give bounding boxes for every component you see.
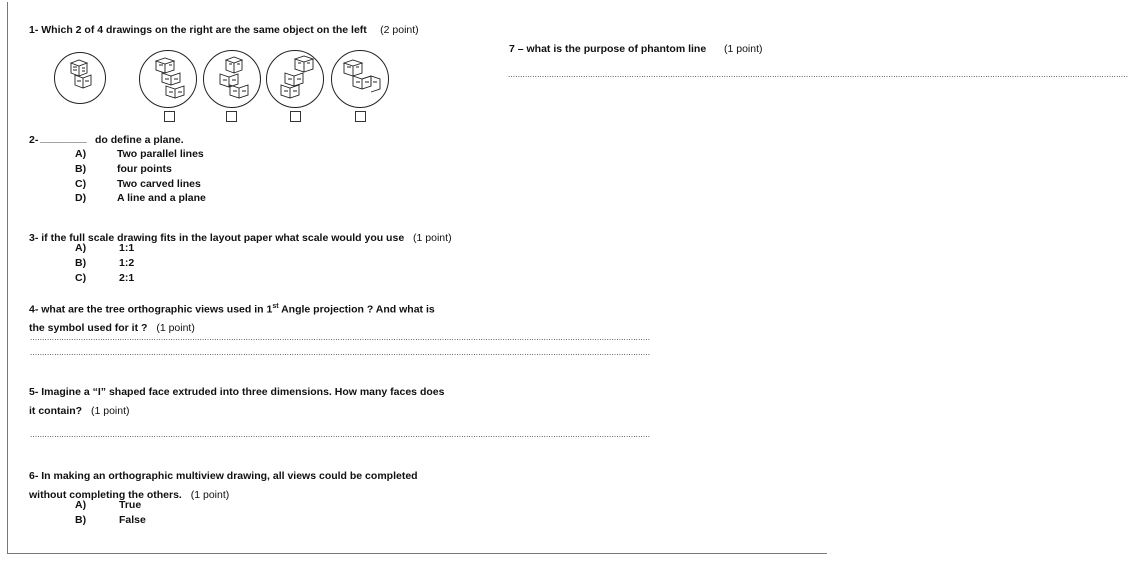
question-6-points: (1 point): [190, 489, 230, 501]
q2-option-a-letter: A): [75, 148, 87, 160]
q2-option-d-text: A line and a plane: [117, 192, 206, 204]
question-1-text: 1- Which 2 of 4 drawings on the right are the same object on the left: [29, 24, 367, 36]
q2-option-a-text: Two parallel lines: [117, 148, 204, 160]
q2-option-c-letter: C): [75, 178, 87, 190]
question-5-text-b: it contain?: [29, 405, 83, 417]
question-3-text: 3- if the full scale drawing fits in the layout paper what scale would you use: [29, 232, 405, 244]
q3-option-a-text: 1:1: [119, 242, 135, 254]
question-4-text-c: the symbol used for it ?: [29, 322, 148, 334]
question-5-line-1: 5- Imagine a “I” shaped face extruded into three dimensions. How many faces does: [29, 386, 445, 398]
option-drawing-1: [139, 50, 197, 108]
option-4-checkbox[interactable]: [355, 111, 366, 122]
q3-option-a-letter: A): [75, 242, 87, 254]
option-3-checkbox[interactable]: [290, 111, 301, 122]
question-7-points: (1 point): [723, 43, 763, 55]
question-1-points: (2 point): [380, 24, 419, 36]
question-6-line-1: 6- In making an orthographic multiview drawing, all views could be completed: [29, 470, 418, 482]
q3-option-c-letter: C): [75, 272, 87, 284]
question-4-line-1: [29, 303, 435, 316]
q6-option-a-letter: A): [75, 499, 87, 511]
question-2-blank: ________: [40, 132, 87, 144]
q6-option-b-text: False: [119, 514, 146, 526]
question-3: [29, 228, 452, 246]
question-4-points: (1 point): [156, 322, 195, 334]
q3-option-c-text: 2:1: [119, 272, 135, 284]
question-7: [509, 39, 763, 57]
question-5-line-2: [29, 401, 130, 419]
reference-object-drawing: [54, 52, 106, 104]
answer-line-5[interactable]: ................................................................................................................................................................................................................................................................: [30, 430, 651, 439]
q6-option-a-text: True: [119, 499, 142, 511]
question-2-number: 2-: [29, 134, 39, 146]
question-5-points: (1 point): [90, 405, 130, 417]
question-1: [29, 20, 419, 38]
q3-option-b-text: 1:2: [119, 257, 135, 269]
option-2-checkbox[interactable]: [226, 111, 237, 122]
question-7-text: 7 – what is the purpose of phantom line: [509, 43, 707, 55]
option-1-checkbox[interactable]: [164, 111, 175, 122]
q3-option-b-letter: B): [75, 257, 87, 269]
question-6-text-b: without completing the others.: [29, 489, 182, 501]
q6-option-b-letter: B): [75, 514, 87, 526]
option-drawing-3: [266, 50, 324, 108]
q2-option-c-text: Two carved lines: [117, 178, 201, 190]
question-2-text: do define a plane.: [95, 134, 184, 146]
question-4-superscript: st: [272, 303, 279, 310]
question-4-text-b: Angle projection ? And what is: [278, 303, 435, 316]
answer-line-7[interactable]: ................................................................................................................................................................................................................................................................: [508, 70, 1128, 79]
option-drawing-2: [203, 50, 261, 108]
q2-option-b-letter: B): [75, 163, 87, 175]
option-drawing-4: [331, 50, 389, 108]
answer-line-4a[interactable]: ................................................................................................................................................................................................................................................................: [30, 333, 651, 342]
q2-option-d-letter: D): [75, 192, 87, 204]
question-3-points: (1 point): [413, 232, 452, 244]
q2-option-b-text: four points: [117, 163, 172, 175]
question-4-text-a: 4- what are the tree orthographic views used in 1: [29, 303, 273, 316]
answer-line-4b[interactable]: ................................................................................................................................................................................................................................................................: [30, 348, 651, 357]
